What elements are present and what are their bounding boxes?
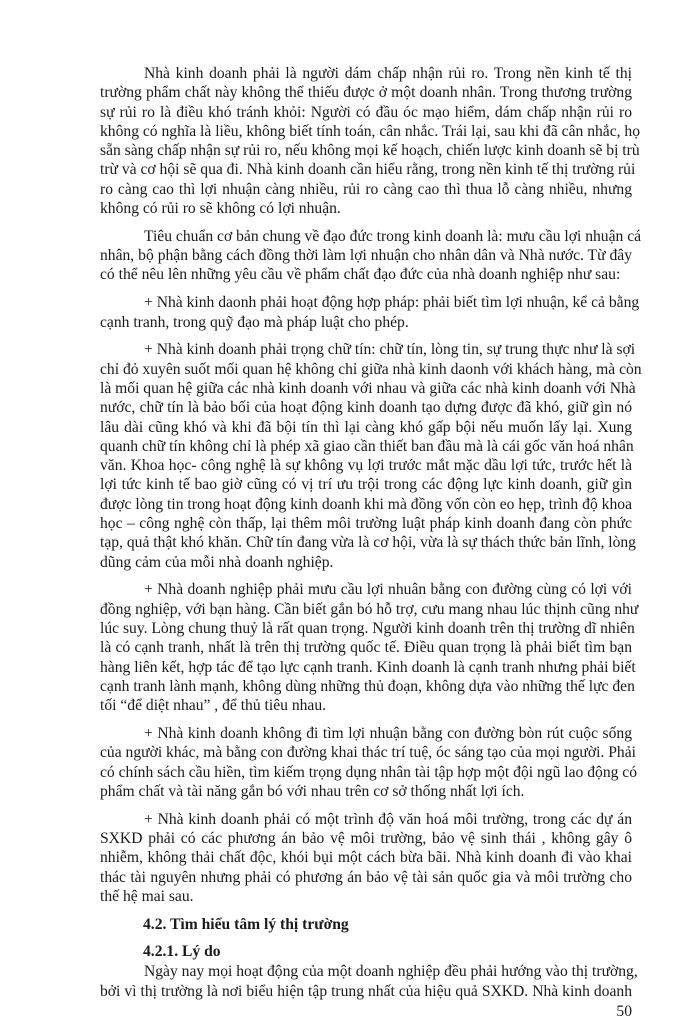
text-line: được lòng tin trong hoạt động kinh doanh khi mà đồng vốn còn eo hẹp, trình độ khoa xyxy=(100,495,632,513)
paragraph-talent xyxy=(100,724,638,801)
text-line: là có cạnh tranh, nhất là trên thị trường quốc tế. Điều quan trọng là phải biết tìm bạn xyxy=(100,639,632,657)
text-line: của người khác, mà bằng con đường khai thác trí tuệ, óc sáng tạo của mọi người. Phải xyxy=(100,744,636,762)
paragraph-cooperation xyxy=(100,580,639,715)
text-line: trường phẩm chất này không thể thiếu được ở một doanh nhân. Trong thương trường xyxy=(100,84,632,102)
paragraph-trust xyxy=(100,340,642,572)
text-line: thế hệ mai sau. xyxy=(100,887,194,905)
body-paragraphs xyxy=(100,64,642,906)
text-line: không có nghĩa là liều, không biết tính toán, cân nhắc. Trái lại, sau khi đã cân nhắc, họ xyxy=(100,122,641,140)
reason-paragraph xyxy=(100,962,638,1001)
subsection-heading: 4.2.1. Lý do xyxy=(143,942,221,960)
text-line: lâu dài cũng khó và khi đã bội tín thì lại càng khó gấp bội nếu muốn lấy lại. Xung xyxy=(100,418,632,436)
text-line: + Nhà kinh doanh phải có một trình độ văn hoá môi trường, trong các dự án xyxy=(144,810,632,828)
text-line: có chính sách cầu hiền, tìm kiếm trọng dụng nhân tài tập hợp một đội ngũ lao động có xyxy=(100,763,638,781)
text-line: nước, chữ tín là bảo bối của hoạt động kinh doanh tạo dựng được đã khó, giữ gìn nó xyxy=(100,399,632,417)
text-line: + Nhà doanh nghiệp phải mưu cầu lợi nhuân bằng con đường cùng có lợi với xyxy=(144,581,632,599)
text-line: lúc suy. Lòng chung thuỷ là rất quan trọng. Người kinh doanh trên thị trường dĩ nhiên xyxy=(100,620,635,638)
text-line: + Nhà kinh daonh phải hoạt động hợp pháp: phải biết tìm lợi nhuận, kể cả bằng xyxy=(144,294,640,312)
document-page xyxy=(100,64,642,1021)
text-line: thác tài nguyên nhưng phải có phương án bảo vệ tài sản quốc gia và môi trường cho xyxy=(100,868,632,886)
text-line: sự rủi ro là điều khó tránh khỏi: Người có đầu óc mạo hiểm, dám chấp nhận rủi ro xyxy=(100,103,632,121)
section-heading: 4.2. Tìm hiểu tâm lý thị trường xyxy=(143,915,349,933)
text-line: dũng cảm của mỗi nhà doanh nghiệp. xyxy=(100,553,334,571)
text-line: chỉ đỏ xuyên suốt mối quan hệ không chỉ giữa nhà kinh daonh với khách hàng, mà còn xyxy=(100,360,642,378)
text-line: + Nhà kinh doanh phải trọng chữ tín: chữ tín, lòng tin, sự trung thực như là sợi xyxy=(144,341,636,359)
text-line: SXKD phải có các phương án bảo vệ môi trường, bảo vệ sinh thái , không gây ô xyxy=(100,829,632,847)
text-line: học – công nghệ còn thấp, lại thêm môi trường luật pháp kinh doanh đang còn phức xyxy=(100,515,632,533)
text-line: cạnh tranh, trong quỹ đạo mà pháp luật cho phép. xyxy=(100,313,409,331)
text-line: + Nhà kinh doanh không đi tìm lợi nhuận bằng con đường bòn rút cuộc sống xyxy=(144,725,632,742)
text-line: đồng nghiệp, với bạn hàng. Cần biết gắn bó hỗ trợ, cưu mang nhau lúc thịnh cũng như xyxy=(100,600,639,618)
text-line: quanh chữ tín không chỉ là phép xã giao cần thiết ban đầu mà là cái gốc văn hoá nhân xyxy=(100,437,634,455)
paragraph-risk xyxy=(100,64,641,218)
text-line: tối “để diệt nhau” , để thủ tiêu nhau. xyxy=(100,697,327,715)
text-line: hàng liên kết, hợp tác để tạo lực cạnh tranh. Kinh doanh là cạnh tranh nhưng phải biết xyxy=(100,658,636,676)
text-line: phẩm chất và tài năng gắn bó với nhau trên cơ sở thống nhất lợi ích. xyxy=(100,782,525,800)
text-line: lợi tức kinh tế bao giờ cũng có vị trí ưu trội trong các động lực kinh doanh, giữ gìn xyxy=(100,476,632,494)
page-number: 50 xyxy=(616,1002,632,1020)
text-line: ro càng cao thì lợi nhuận càng nhiều, rủi ro càng cao thì thua lỗ càng nhiều, nhưng xyxy=(100,180,632,198)
text-line: Tiêu chuẩn cơ bản chung về đạo đức trong kinh doanh là: mưu cầu lợi nhuận cá xyxy=(144,227,642,245)
text-line: có thể nêu lên những yêu cầu về phẩm chất đạo đức của nhà doanh nghiệp như sau: xyxy=(100,266,621,284)
text-line: Nhà kinh doanh phải là người dám chấp nhận rủi ro. Trong nền kinh tế thị xyxy=(144,65,632,82)
text-line: là mối quan hệ giữa các nhà kinh doanh với nhau và giữa các nhà kinh doanh với Nhà xyxy=(100,379,636,397)
text-line: cạnh tranh lành mạnh, không dùng những thủ đoạn, không dựa vào những thế lực đen xyxy=(100,677,635,695)
text-line: sẵn sàng chấp nhận sự rủi ro, nếu không mọi kế hoạch, chiến lược kinh doanh sẽ bị trù xyxy=(100,142,640,160)
text-line: văn. Khoa học- công nghệ là sự không vụ lợi trước mắt mặc dầu lợi tức, trước hết là xyxy=(100,457,632,475)
text-line: không có rủi ro sẽ không có lợi nhuận. xyxy=(100,200,341,218)
paragraph-environment xyxy=(100,810,632,906)
text-line: nhân, bộ phận bằng cách đồng thời làm lợi nhuận cho nhân dân và Nhà nước. Từ đây xyxy=(100,247,632,265)
text-line: bởi vì thị trường là nơi biểu hiện tập trung nhất của hiệu quả SXKD. Nhà kinh doanh xyxy=(100,982,632,1000)
paragraph-ethics-standard xyxy=(100,227,642,285)
text-line: trừ và cơ hội sẽ qua đi. Nhà kinh doanh cần hiểu rằng, trong nền kinh tế thị trường rủi xyxy=(100,161,636,179)
text-line: tạp, quả thật khó khăn. Chữ tín đang vừa là cơ hội, vừa là sự thách thức bản lĩnh, lòng xyxy=(100,534,636,552)
text-line: Ngày nay mọi hoạt động của một doanh nghiệp đều phải hướng vào thị trường, xyxy=(144,963,638,981)
paragraph-legal xyxy=(100,293,640,332)
text-line: nhiễm, không thải chất độc, khói bụi một cách bừa bãi. Nhà kinh doanh đi vào khai xyxy=(100,849,632,867)
